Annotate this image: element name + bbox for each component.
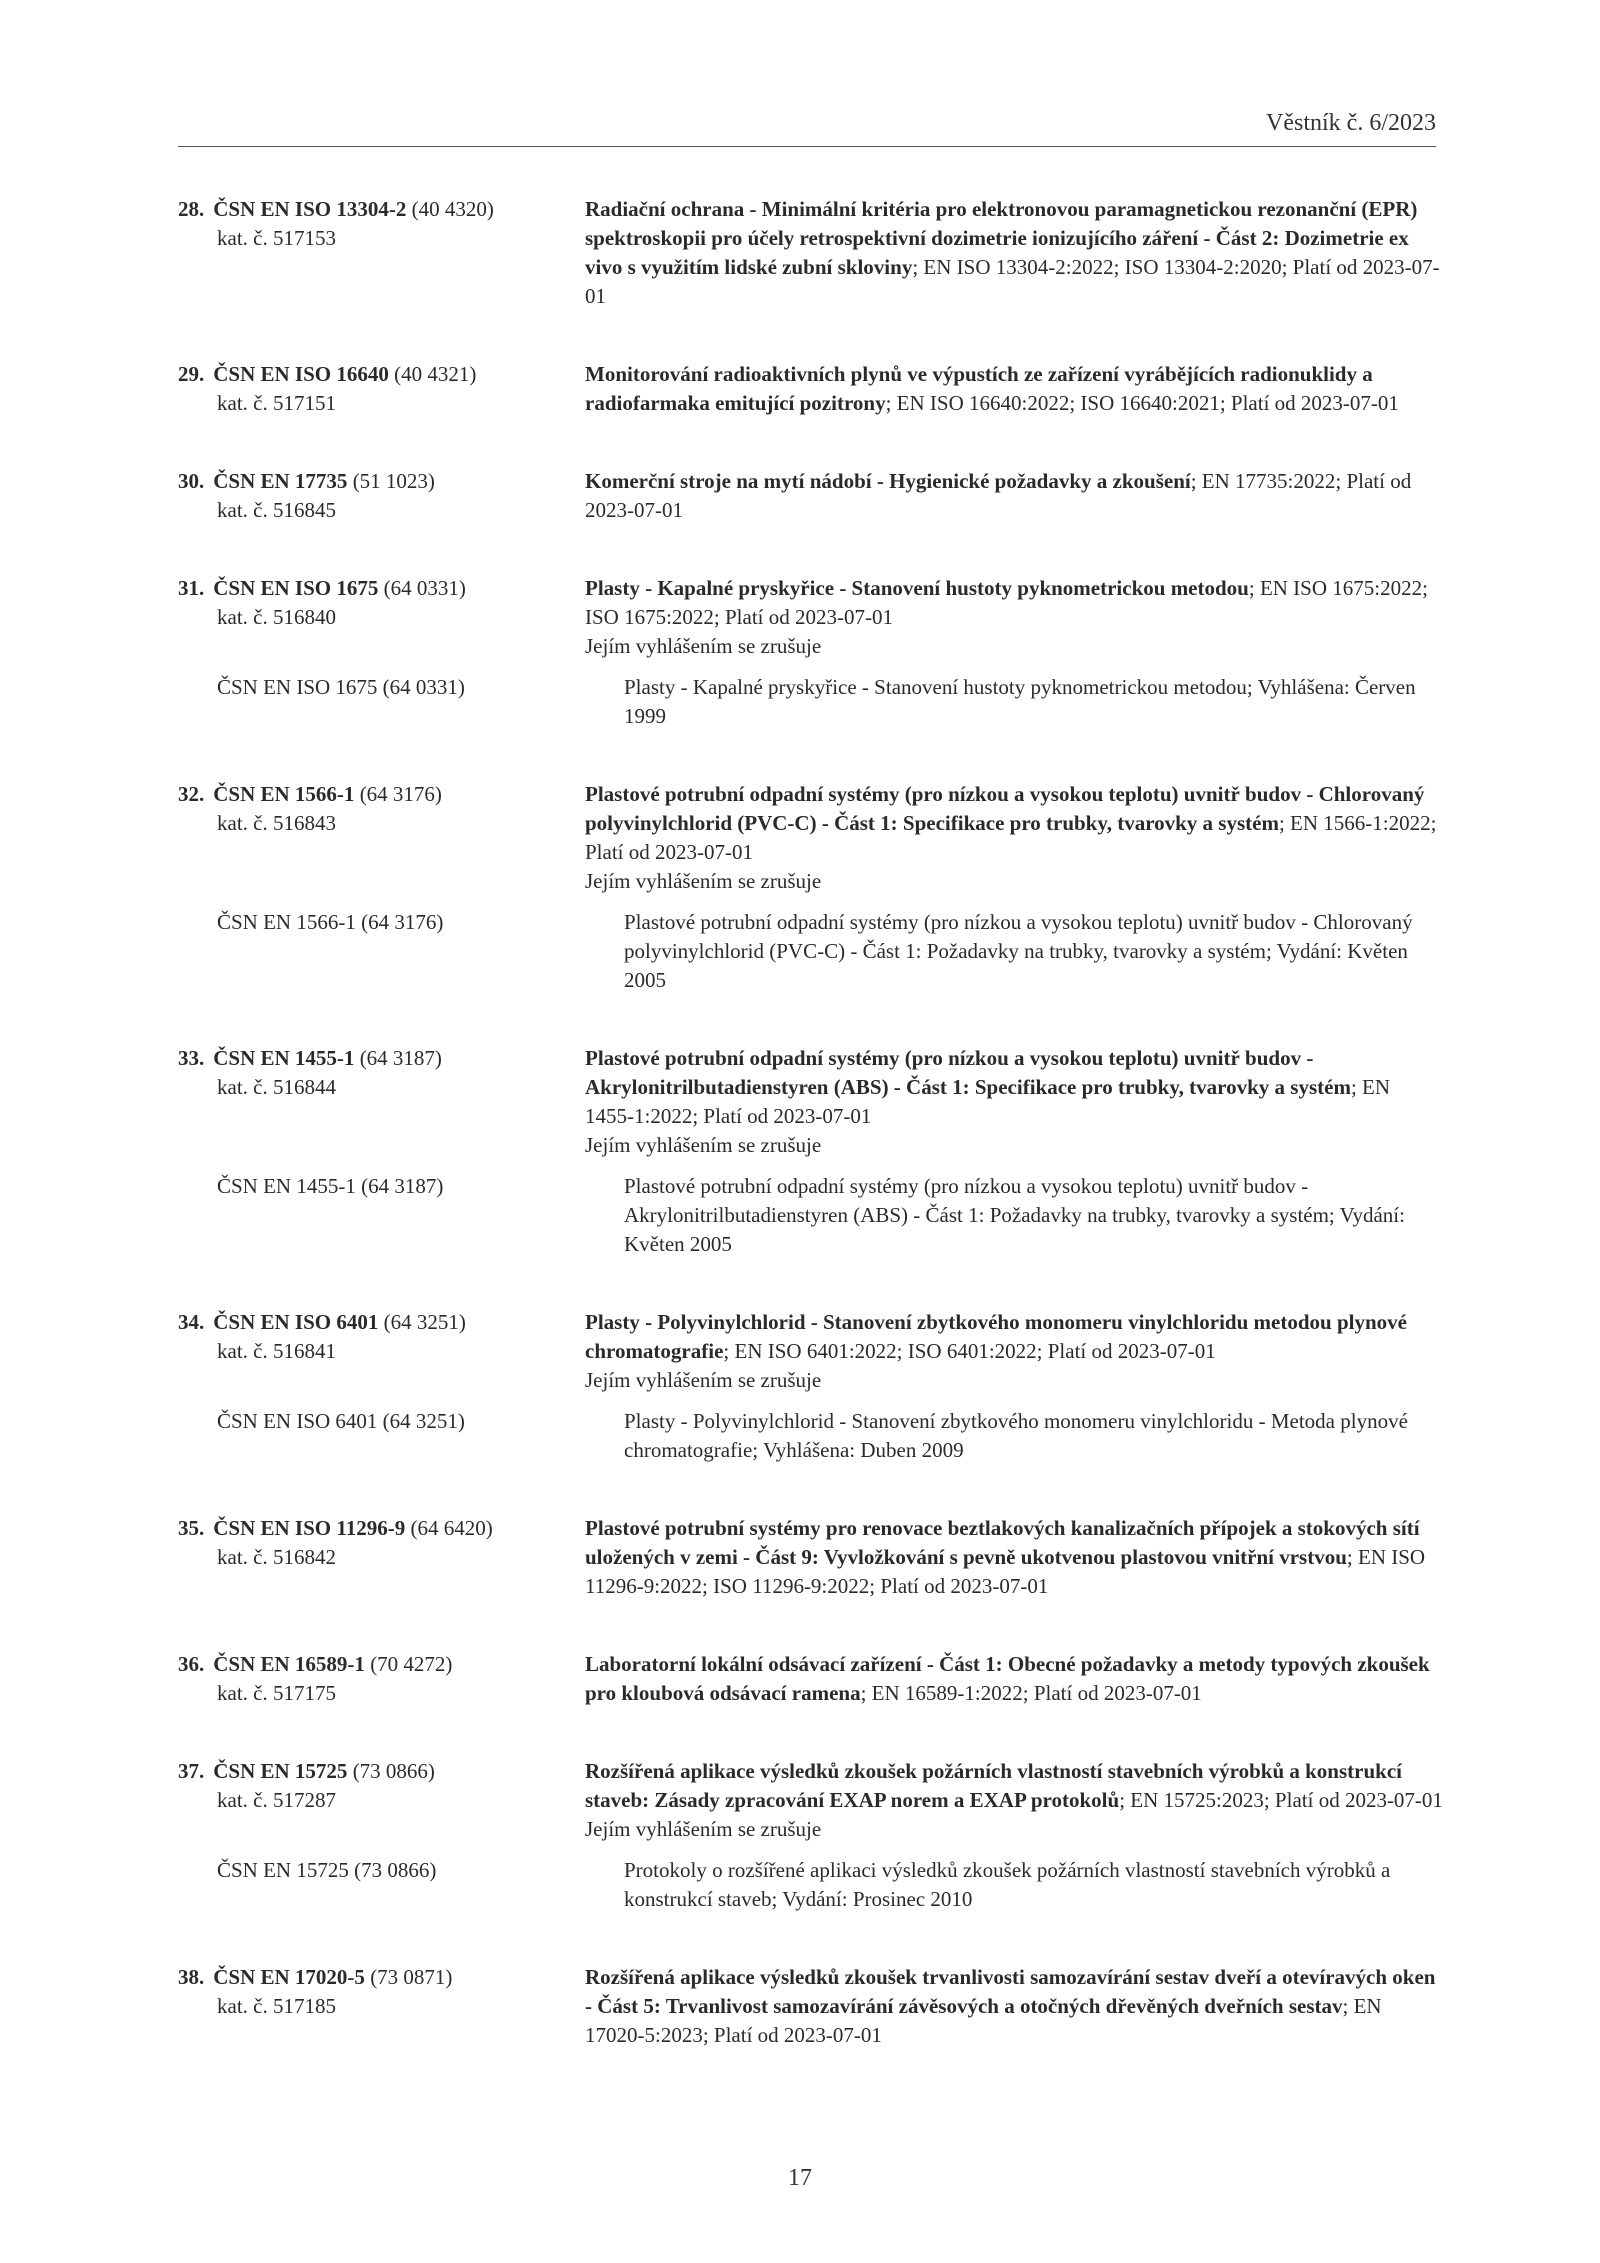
entry-main-row: [178, 467, 1448, 525]
catalog-number: kat. č. 516843: [217, 811, 336, 835]
standard-code: ČSN EN 17735: [213, 469, 348, 493]
entry-main-row: [178, 360, 1448, 418]
classification-code: (64 0331): [378, 576, 466, 600]
standard-code: ČSN EN 16589-1: [213, 1652, 365, 1676]
cancels-note: Jejím vyhlášením se zrušuje: [585, 1368, 822, 1392]
standard-info: ; EN 1566-1:2022; Platí od 2023-07-01: [585, 811, 1437, 864]
standard-info: ; EN ISO 6401:2022; ISO 6401:2022; Platí od 2023-07-01: [723, 1339, 1216, 1363]
entry-main-row: [178, 1963, 1448, 2050]
entry-main-row: [178, 1514, 1448, 1601]
entry-number: 28.: [178, 197, 205, 221]
entry-identifiers: [178, 195, 585, 311]
entry-main-row: [178, 1757, 1448, 1844]
classification-code: (51 1023): [347, 469, 435, 493]
cancelled-standard-text: Protokoly o rozšířené aplikaci výsledků zkoušek požárních vlastností stavebních výrobků a konstrukcí staveb; Vydání: Prosinec 2010: [624, 1858, 1391, 1911]
standard-info: ; EN 1455-1:2022; Platí od 2023-07-01: [585, 1075, 1391, 1128]
entry-number: 35.: [178, 1516, 205, 1540]
entry-identifiers: [178, 1308, 585, 1395]
standard-info: ; EN 17735:2022; Platí od 2023-07-01: [585, 469, 1412, 522]
entry-description: [585, 1650, 1443, 1708]
cancelled-standard-code: ČSN EN 15725 (73 0866): [217, 1858, 437, 1882]
catalog-number: kat. č. 517287: [217, 1788, 336, 1812]
entry-number: 29.: [178, 362, 205, 386]
cancelled-standard-code: ČSN EN ISO 1675 (64 0331): [217, 675, 465, 699]
classification-code: (64 6420): [405, 1516, 493, 1540]
standard-title: Plasty - Kapalné pryskyřice - Stanovení hustoty pyknometrickou metodou: [585, 576, 1249, 600]
standard-entry: [178, 1044, 1448, 1259]
entry-description: [585, 467, 1443, 525]
standard-code: ČSN EN ISO 11296-9: [213, 1516, 406, 1540]
entry-description: [585, 360, 1443, 418]
entry-number: 38.: [178, 1965, 205, 1989]
catalog-number: kat. č. 516840: [217, 605, 336, 629]
entry-main-row: [178, 574, 1448, 661]
standard-code: ČSN EN 1455-1: [213, 1046, 355, 1070]
standard-code: ČSN EN 1566-1: [213, 782, 355, 806]
entry-number: 33.: [178, 1046, 205, 1070]
standard-info: ; EN 16589-1:2022; Platí od 2023-07-01: [860, 1681, 1202, 1705]
standard-code: ČSN EN ISO 16640: [213, 362, 389, 386]
standard-entry: [178, 195, 1448, 311]
entry-cancelled-row: [178, 673, 1448, 731]
standard-title: Plastové potrubní systémy pro renovace beztlakových kanalizačních přípojek a stokových sítí uložených v zemi - Část 9: Vyvložkování s pevně ukotvenou plastovou vnitřní vrstvou: [585, 1516, 1420, 1569]
entry-identifiers: [178, 574, 585, 661]
standard-info: ; EN 17020-5:2023; Platí od 2023-07-01: [585, 1994, 1382, 2047]
entry-number: 30.: [178, 469, 205, 493]
standard-entry: [178, 1308, 1448, 1465]
catalog-number: kat. č. 517153: [217, 226, 336, 250]
entry-identifiers: [178, 467, 585, 525]
standard-entry: [178, 1514, 1448, 1601]
journal-title: Věstník č. 6/2023: [1266, 110, 1436, 136]
standard-code: ČSN EN ISO 1675: [213, 576, 379, 600]
classification-code: (64 3187): [354, 1046, 442, 1070]
standard-info: ; EN 15725:2023; Platí od 2023-07-01: [1119, 1788, 1443, 1812]
catalog-number: kat. č. 517151: [217, 391, 336, 415]
classification-code: (40 4321): [388, 362, 477, 386]
entry-number: 36.: [178, 1652, 205, 1676]
entry-number: 37.: [178, 1759, 205, 1783]
entry-identifiers: [178, 1650, 585, 1708]
standard-title: Plastové potrubní odpadní systémy (pro nízkou a vysokou teplotu) uvnitř budov - Akrylonitrilbutadienstyren (ABS) - Část 1: Specifikace pro trubky, tvarovky a systém: [585, 1046, 1351, 1099]
catalog-number: kat. č. 516842: [217, 1545, 336, 1569]
entry-description: [585, 195, 1443, 311]
standard-info: ; EN ISO 16640:2022; ISO 16640:2021; Platí od 2023-07-01: [885, 391, 1399, 415]
standard-entry: [178, 1757, 1448, 1914]
page-header: [178, 110, 1436, 147]
entry-identifiers: [178, 1963, 585, 2050]
standard-title: Monitorování radioaktivních plynů ve výpustích ze zařízení vyrábějících radionuklidy a radiofarmaka emitující pozitrony: [585, 362, 1373, 415]
entry-main-row: [178, 1650, 1448, 1708]
cancels-note: Jejím vyhlášením se zrušuje: [585, 1817, 822, 1841]
entry-identifiers: [178, 780, 585, 896]
entry-description: [585, 1308, 1443, 1395]
standard-entry: [178, 780, 1448, 995]
entry-identifiers: [178, 1044, 585, 1160]
cancelled-standard-text: Plastové potrubní odpadní systémy (pro nízkou a vysokou teplotu) uvnitř budov - Akrylonitrilbutadienstyren (ABS) - Část 1: Požadavky na trubky, tvarovky a systém; Vydání: Květen 2005: [624, 1174, 1405, 1256]
standard-info: ; EN ISO 1675:2022; ISO 1675:2022; Platí od 2023-07-01: [585, 576, 1428, 629]
cancelled-standard-text: Plasty - Polyvinylchlorid - Stanovení zbytkového monomeru vinylchloridu - Metoda plynové chromatografie; Vyhlášena: Duben 2009: [624, 1409, 1408, 1462]
entry-main-row: [178, 195, 1448, 311]
cancelled-standard-text: Plasty - Kapalné pryskyřice - Stanovení hustoty pyknometrickou metodou; Vyhlášena: Červen 1999: [624, 675, 1416, 728]
classification-code: (40 4320): [406, 197, 494, 221]
standard-code: ČSN EN 15725: [213, 1759, 348, 1783]
entry-main-row: [178, 1308, 1448, 1395]
standard-code: ČSN EN 17020-5: [213, 1965, 365, 1989]
cancelled-standard-text: Plastové potrubní odpadní systémy (pro nízkou a vysokou teplotu) uvnitř budov - Chlorovaný polyvinylchlorid (PVC-C) - Část 1: Požadavky na trubky, tvarovky a systém; Vydání: Květen 2005: [624, 910, 1413, 992]
standard-title: Plasty - Polyvinylchlorid - Stanovení zbytkového monomeru vinylchloridu metodou plynové chromatografie: [585, 1310, 1407, 1363]
entry-identifiers: [178, 1757, 585, 1844]
classification-code: (73 0866): [347, 1759, 435, 1783]
standard-entry: [178, 1650, 1448, 1708]
entry-number: 34.: [178, 1310, 205, 1334]
catalog-number: kat. č. 517185: [217, 1994, 336, 2018]
standard-title: Rozšířená aplikace výsledků zkoušek požárních vlastností stavebních výrobků a konstrukcí staveb: Zásady zpracování EXAP norem a EXAP protokolů: [585, 1759, 1402, 1812]
standard-title: Radiační ochrana - Minimální kritéria pro elektronovou paramagnetickou rezonanční (EPR) spektroskopii pro účely retrospektivní dozimetrie ionizujícího záření - Část 2: Dozimetrie ex vivo s využitím lidské zubní skloviny: [585, 197, 1418, 279]
entry-cancelled-row: [178, 908, 1448, 995]
standard-title: Laboratorní lokální odsávací zařízení - Část 1: Obecné požadavky a metody typových zkoušek pro kloubová odsávací ramena: [585, 1652, 1430, 1705]
standard-title: Plastové potrubní odpadní systémy (pro nízkou a vysokou teplotu) uvnitř budov - Chlorovaný polyvinylchlorid (PVC-C) - Část 1: Specifikace pro trubky, tvarovky a systém: [585, 782, 1425, 835]
standard-entry: [178, 360, 1448, 418]
cancelled-standard-code: ČSN EN 1566-1 (64 3176): [217, 910, 444, 934]
entry-description: [585, 574, 1443, 661]
cancels-note: Jejím vyhlášením se zrušuje: [585, 869, 822, 893]
entry-main-row: [178, 780, 1448, 896]
standard-entry: [178, 1963, 1448, 2050]
standard-info: ; EN ISO 13304-2:2022; ISO 13304-2:2020; Platí od 2023-07-01: [585, 255, 1440, 308]
entry-main-row: [178, 1044, 1448, 1160]
catalog-number: kat. č. 516845: [217, 498, 336, 522]
standard-code: ČSN EN ISO 6401: [213, 1310, 379, 1334]
entry-cancelled-row: [178, 1856, 1448, 1914]
cancelled-standard-code: ČSN EN ISO 6401 (64 3251): [217, 1409, 465, 1433]
standard-code: ČSN EN ISO 13304-2: [213, 197, 407, 221]
classification-code: (73 0871): [364, 1965, 453, 1989]
entry-cancelled-row: [178, 1407, 1448, 1465]
classification-code: (64 3251): [378, 1310, 466, 1334]
entry-description: [585, 1514, 1443, 1601]
entry-number: 32.: [178, 782, 205, 806]
entry-description: [585, 780, 1443, 896]
entry-description: [585, 1044, 1443, 1160]
cancels-note: Jejím vyhlášením se zrušuje: [585, 1133, 822, 1157]
page-number: 17: [788, 2165, 812, 2191]
standard-title: Komerční stroje na mytí nádobí - Hygienické požadavky a zkoušení: [585, 469, 1191, 493]
entry-description: [585, 1757, 1443, 1844]
catalog-number: kat. č. 516841: [217, 1339, 336, 1363]
entry-description: [585, 1963, 1443, 2050]
standard-entry: [178, 574, 1448, 731]
standard-entry: [178, 467, 1448, 525]
classification-code: (64 3176): [354, 782, 442, 806]
cancelled-standard-code: ČSN EN 1455-1 (64 3187): [217, 1174, 444, 1198]
catalog-number: kat. č. 517175: [217, 1681, 336, 1705]
classification-code: (70 4272): [364, 1652, 453, 1676]
entry-cancelled-row: [178, 1172, 1448, 1259]
entry-identifiers: [178, 360, 585, 418]
catalog-number: kat. č. 516844: [217, 1075, 336, 1099]
standards-list: [178, 195, 1448, 2099]
standard-info: ; EN ISO 11296-9:2022; ISO 11296-9:2022; Platí od 2023-07-01: [585, 1545, 1426, 1598]
cancels-note: Jejím vyhlášením se zrušuje: [585, 634, 822, 658]
standard-title: Rozšířená aplikace výsledků zkoušek trvanlivosti samozavírání sestav dveří a otevíravých oken - Část 5: Trvanlivost samozavírání závěsových a otočných dřevěných dveřních sestav: [585, 1965, 1436, 2018]
entry-identifiers: [178, 1514, 585, 1601]
entry-number: 31.: [178, 576, 205, 600]
